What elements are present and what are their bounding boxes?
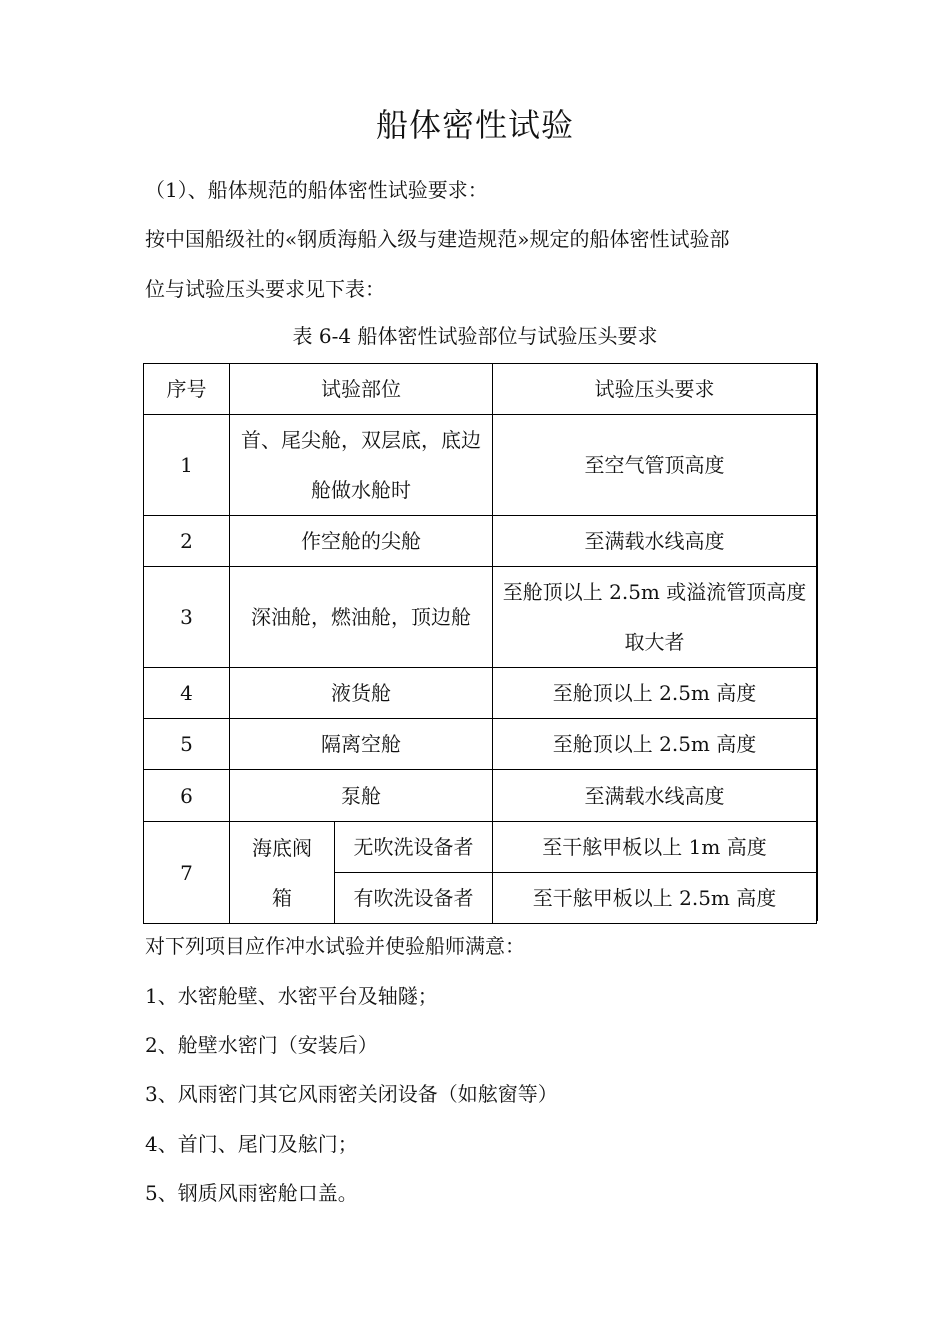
row-subpart: 无吹洗设备者 [335,822,493,873]
header-no: 序号 [144,364,230,415]
row-part: 首、尾尖舱，双层底，底边舱做水舱时 [230,415,493,516]
row-requirement: 至满载水线高度 [493,516,817,567]
row-requirement: 至舱顶以上 2.5m 或溢流管顶高度取大者 [493,567,817,668]
row-requirement: 至舱顶以上 2.5m 高度 [493,719,817,770]
list-item: 4、首门、尾门及舷门； [145,1132,358,1156]
row-requirement: 至满载水线高度 [493,770,817,822]
table-row [144,770,817,822]
table-row [144,516,817,567]
section-heading: （1）、船体规范的船体密性试验要求： [145,178,488,202]
header-part: 试验部位 [230,364,493,415]
row-no: 6 [144,770,230,822]
list-item: 5、钢质风雨密舱口盖。 [145,1181,358,1205]
row-no: 2 [144,516,230,567]
table-row [144,719,817,770]
row-requirement: 至舱顶以上 2.5m 高度 [493,668,817,719]
page-title: 船体密性试验 [375,106,574,144]
table-row [144,415,817,516]
table-row [144,668,817,719]
flush-heading: 对下列项目应作冲水试验并使验船师满意： [145,934,525,958]
row-requirement: 至干舷甲板以上 2.5m 高度 [493,873,817,924]
row-part: 作空舱的尖舱 [230,516,493,567]
table-outer-border [817,363,818,921]
requirements-table [143,363,817,924]
row-no: 1 [144,415,230,516]
row-no: 4 [144,668,230,719]
row-no: 5 [144,719,230,770]
row-part: 液货舱 [230,668,493,719]
row-part: 深油舱，燃油舱，顶边舱 [230,567,493,668]
header-requirement: 试验压头要求 [493,364,817,415]
paragraph-line-2: 位与试验压头要求见下表： [145,277,385,301]
list-item: 3、风雨密门其它风雨密关闭设备（如舷窗等） [145,1082,558,1106]
table-header-row [144,364,817,415]
list-item: 2、舱壁水密门（安装后） [145,1033,378,1057]
list-item: 1、水密舱壁、水密平台及轴隧； [145,984,438,1008]
table-row [144,567,817,668]
row-part-group: 海底阀箱 [230,822,335,924]
paragraph-line-1: 按中国船级社的«钢质海船入级与建造规范»规定的船体密性试验部 [145,227,730,251]
row-requirement: 至干舷甲板以上 1m 高度 [493,822,817,873]
row-part: 隔离空舱 [230,719,493,770]
row-no: 7 [144,822,230,924]
row-requirement: 至空气管顶高度 [493,415,817,516]
row-part: 泵舱 [230,770,493,822]
row-subpart: 有吹洗设备者 [335,873,493,924]
table-row [144,822,817,873]
row-no: 3 [144,567,230,668]
table-caption: 表 6-4 船体密性试验部位与试验压头要求 [292,324,658,348]
